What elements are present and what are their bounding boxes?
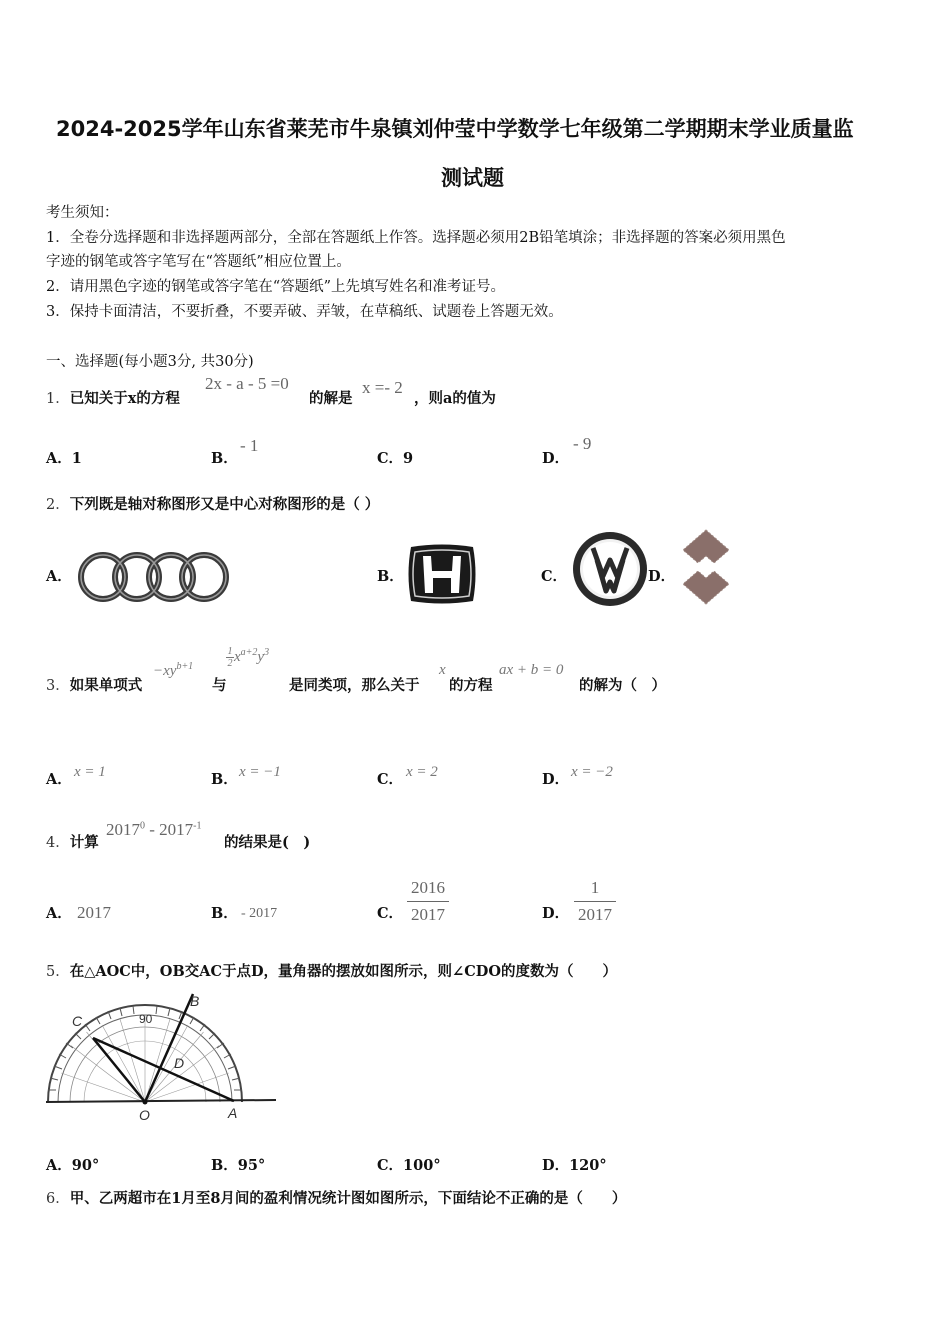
question-4: 4．计算 <box>46 834 99 851</box>
option-d[interactable]: D． <box>542 450 570 467</box>
question-3: 3．如果单项式 <box>46 677 143 694</box>
option-a[interactable]: A．90° <box>46 1157 100 1174</box>
option-d-value: x = −2 <box>571 764 613 780</box>
option-c[interactable]: C．9 <box>377 450 414 467</box>
option-d[interactable]: D． <box>542 905 570 922</box>
protractor-figure <box>44 990 280 1122</box>
section-heading: 一、选择题(每小题3分, 共30分) <box>46 354 254 370</box>
question-text: 的方程 <box>449 677 493 694</box>
page-title: 2024-2025学年山东省莱芜市牛泉镇刘仲莹中学数学七年级第二学期期末学业质量监 <box>56 117 854 141</box>
option-a[interactable]: A． <box>46 568 72 585</box>
notice-heading: 考生须知： <box>46 205 119 221</box>
option-a[interactable]: A．1 <box>46 450 82 467</box>
option-c-fraction: 2016 2017 <box>407 877 449 926</box>
point-label-d: D <box>174 1055 185 1071</box>
option-b[interactable]: B． <box>211 450 238 467</box>
option-b-value: - 1 <box>240 436 259 455</box>
equation: ax + b = 0 <box>499 662 564 678</box>
notice-item-1: 1．全卷分选择题和非选择题两部分，全部在答题纸上作答。选择题必须用2B铅笔填涂；非选择题的答案必须用黑色 <box>46 230 786 246</box>
monomial-2: $\frac{1}{2}$ $x^{a+2}y^3$ <box>227 646 270 669</box>
option-b-value: x = −1 <box>239 764 281 780</box>
option-c[interactable]: C． <box>377 771 404 788</box>
monomial-1: $-xy^{b+1}$ <box>153 661 194 679</box>
option-a[interactable]: A． <box>46 771 72 788</box>
option-a-value: x = 1 <box>74 764 106 780</box>
option-b[interactable]: B．95° <box>211 1157 266 1174</box>
question-text: 的解是 <box>309 390 353 407</box>
option-a[interactable]: A． <box>46 905 72 922</box>
point-label-c: C <box>72 1013 83 1029</box>
question-6: 6．甲、乙两超市在1月至8月间的盈利情况统计图如图所示，下面结论不正确的是（ ） <box>46 1190 627 1207</box>
option-c[interactable]: C． <box>377 905 404 922</box>
expression: $2017^0 - 2017^{-1}$ <box>106 820 202 839</box>
protractor-90-label: 90 <box>139 1012 153 1026</box>
variable: x <box>439 662 446 678</box>
option-c-value: x = 2 <box>406 764 438 780</box>
suzuki-logo-icon <box>679 528 733 606</box>
point-label-a: A <box>228 1105 238 1121</box>
question-text: 的解为（ ） <box>579 677 666 694</box>
option-d[interactable]: D． <box>648 568 676 585</box>
honda-logo-icon <box>405 543 479 605</box>
option-c[interactable]: C． <box>541 568 568 585</box>
page-title-continued: 测试题 <box>441 166 504 190</box>
question-text: 与 <box>212 677 227 694</box>
equation: 2x - a - 5 =0 <box>205 374 289 393</box>
option-d[interactable]: D．120° <box>542 1157 607 1174</box>
notice-item-3: 3．保持卡面清洁，不要折叠，不要弄破、弄皱，在草稿纸、试题卷上答题无效。 <box>46 304 563 320</box>
question-5: 5．在△AOC中，OB交AC于点D，量角器的摆放如图所示，则∠CDO的度数为（ ） <box>46 963 617 980</box>
notice-item-2: 2．请用黑色字迹的钢笔或答字笔在“答题纸”上先填写姓名和准考证号。 <box>46 279 506 295</box>
option-a-value: 2017 <box>77 903 111 922</box>
question-1 <box>46 389 180 409</box>
option-b[interactable]: B． <box>211 771 238 788</box>
option-d-value: - 9 <box>573 434 592 453</box>
option-c[interactable]: C．100° <box>377 1157 441 1174</box>
point-label-b: B <box>190 993 200 1009</box>
option-b-value: - 2017 <box>241 906 278 921</box>
question-text: 的结果是( ) <box>224 834 311 851</box>
audi-rings-logo-icon <box>76 549 230 605</box>
option-d[interactable]: D． <box>542 771 570 788</box>
question-2: 2．下列既是轴对称图形又是中心对称图形的是（ ） <box>46 496 380 513</box>
question-text: 是同类项，那么关于 <box>289 677 420 694</box>
option-b[interactable]: B． <box>211 905 238 922</box>
option-d-fraction: 1 2017 <box>574 877 616 926</box>
question-number: 1． <box>46 391 70 407</box>
question-text: ，则a的值为 <box>414 390 496 407</box>
volkswagen-logo-icon <box>571 530 649 608</box>
point-label-o: O <box>139 1107 150 1122</box>
option-b[interactable]: B． <box>377 568 404 585</box>
notice-item-1-cont: 字迹的钢笔或答字笔写在“答题纸”相应位置上。 <box>46 254 351 270</box>
question-text: 已知关于x的方程 <box>69 390 180 407</box>
solution: x =- 2 <box>362 378 403 397</box>
